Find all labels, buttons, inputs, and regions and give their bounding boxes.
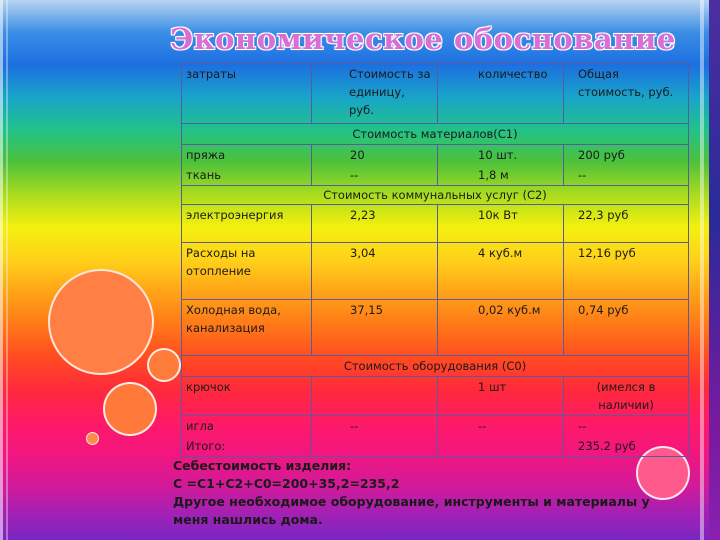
table-cell: игла <box>182 416 312 437</box>
table-row <box>182 145 689 166</box>
section-label: Стоимость коммунальных услуг (С2) <box>182 186 689 205</box>
header-cell: количество <box>438 64 564 124</box>
table-row <box>182 377 689 416</box>
table-row <box>182 165 689 186</box>
table-cell: Расходы на отопление <box>182 243 312 300</box>
table-row <box>182 300 689 356</box>
summary-line: меня нашлись дома. <box>173 512 323 527</box>
table-cell: 0,02 куб.м <box>438 300 564 356</box>
tiny-circle <box>86 432 99 445</box>
table-cell: Холодная вода, канализация <box>182 300 312 356</box>
table-cell: 12,16 руб <box>564 243 689 300</box>
table-row <box>182 205 689 243</box>
circle-small-left <box>103 382 157 436</box>
table-cell: -- <box>312 416 438 437</box>
right-stripe <box>700 0 704 540</box>
summary-line: Другое необходимое оборудование, инструменты и материалы у <box>173 494 650 509</box>
table-cell: 10к Вт <box>438 205 564 243</box>
large-circle <box>48 269 154 375</box>
table-cell: 4 куб.м <box>438 243 564 300</box>
table-cell: 0,74 руб <box>564 300 689 356</box>
total-row <box>182 436 689 457</box>
table-cell: 20 <box>312 145 438 166</box>
table-cell: ткань <box>182 165 312 186</box>
table-cell: Итого: <box>182 436 312 457</box>
table-row <box>182 243 689 300</box>
section-label: Стоимость оборудования (С0) <box>182 356 689 377</box>
header-cell: Общая стоимость, руб. <box>564 64 689 124</box>
table-cell: 1 шт <box>438 377 564 416</box>
table-cell: 37,15 <box>312 300 438 356</box>
medium-circle <box>147 348 181 382</box>
table-cell: -- <box>564 165 689 186</box>
table-cell: электроэнергия <box>182 205 312 243</box>
table-cell <box>438 436 564 457</box>
table-cell: 10 шт. <box>438 145 564 166</box>
cost-table <box>181 63 689 457</box>
table-cell: 3,04 <box>312 243 438 300</box>
table-row <box>182 416 689 437</box>
table-cell: крючок <box>182 377 312 416</box>
left-stripe <box>0 0 3 540</box>
table-header-row <box>182 64 689 124</box>
left-stripe-2 <box>6 0 8 540</box>
table-cell: 22,3 руб <box>564 205 689 243</box>
table-cell: пряжа <box>182 145 312 166</box>
table-cell <box>312 436 438 457</box>
page-title: Экономическое обоснование <box>170 22 676 56</box>
summary-formula: С =С1+С2+С0=200+35,2=235,2 <box>173 476 400 491</box>
summary-text <box>173 457 673 529</box>
table-cell: 1,8 м <box>438 165 564 186</box>
section-row <box>182 356 689 377</box>
header-cell: затраты <box>182 64 312 124</box>
section-row <box>182 186 689 205</box>
section-label: Стоимость материалов(С1) <box>182 124 689 145</box>
header-cell: Стоимость за единицу, руб. <box>312 64 438 124</box>
table-cell: 2,23 <box>312 205 438 243</box>
total-value: 235.2 руб <box>564 436 689 457</box>
table-cell: -- <box>312 165 438 186</box>
table-cell: -- <box>564 416 689 437</box>
table-cell <box>312 377 438 416</box>
table-cell: (имелся в наличии) <box>564 377 689 416</box>
table-cell: 200 руб <box>564 145 689 166</box>
section-row <box>182 124 689 145</box>
right-stripe-2 <box>709 0 720 540</box>
table-cell: -- <box>438 416 564 437</box>
summary-line: Себестоимость изделия: <box>173 458 352 473</box>
